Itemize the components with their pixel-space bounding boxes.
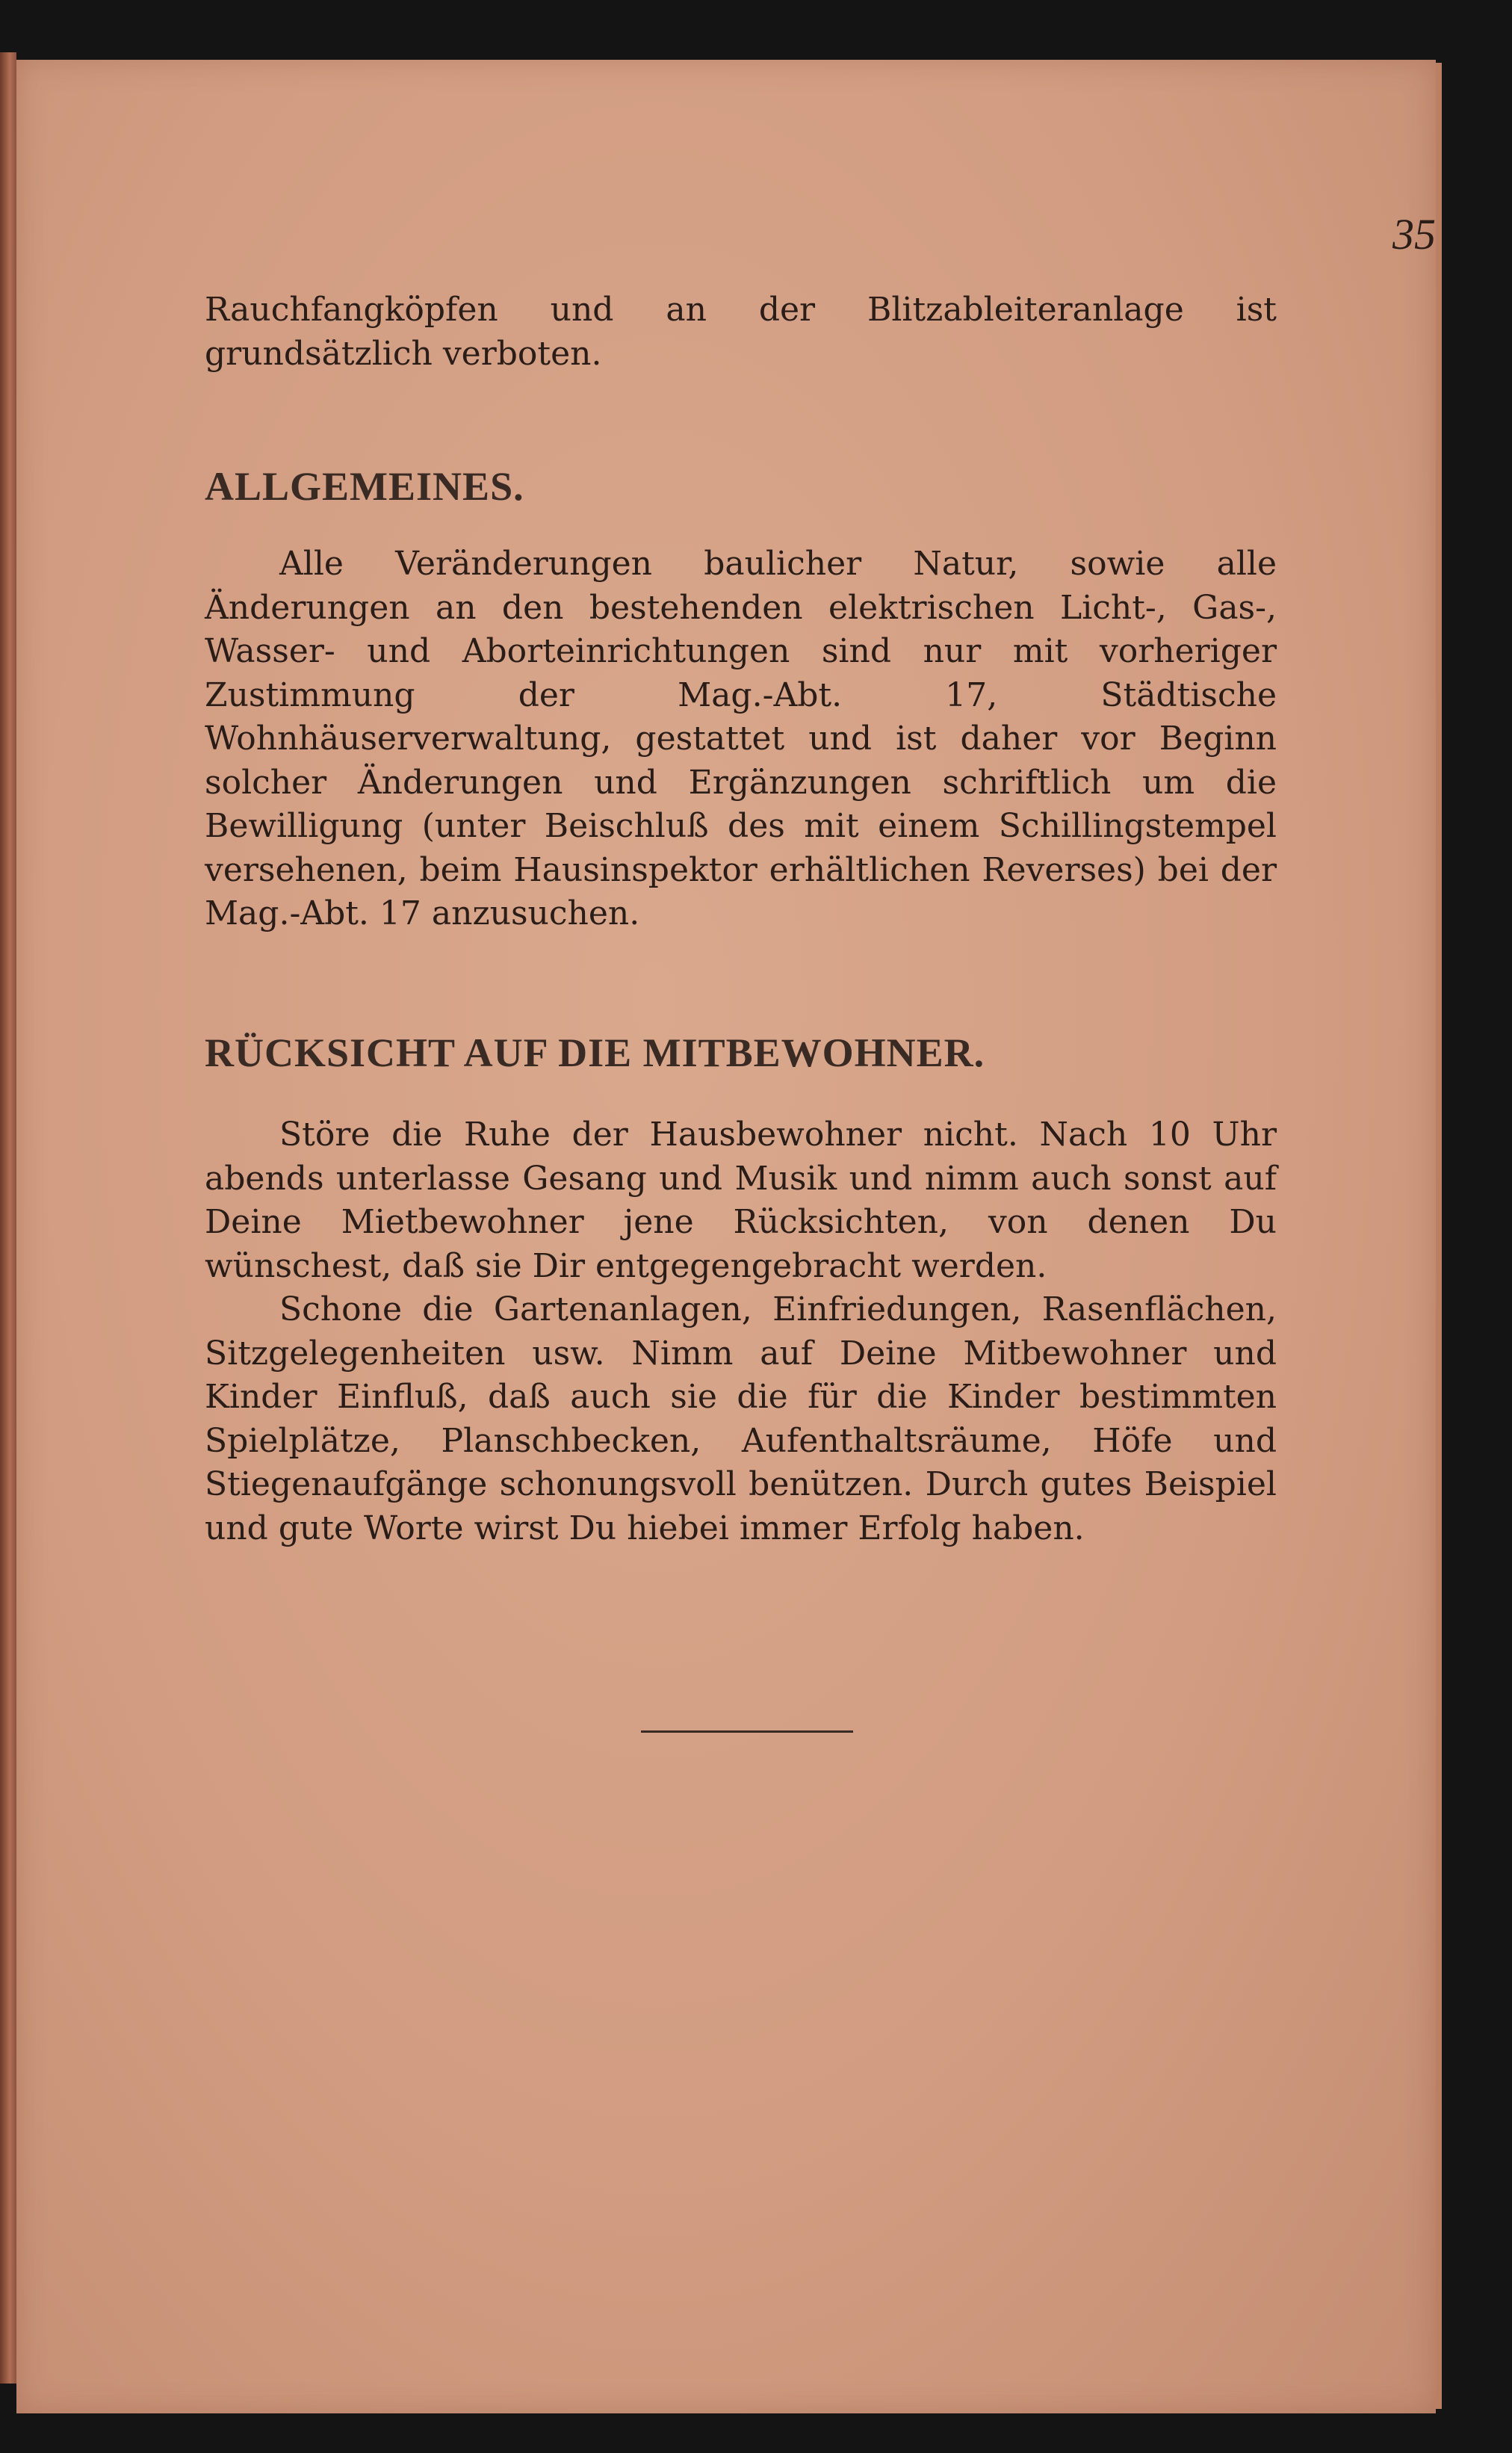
section-allgemeines bbox=[205, 542, 1277, 936]
book-page bbox=[16, 60, 1436, 2413]
previous-page-edge bbox=[0, 52, 16, 2384]
section-paragraph: Störe die Ruhe der Hausbewohner nicht. Nach 10 Uhr abends unterlasse Gesang und Musik und nimm auch sonst auf Deine Mietbewohner jene Rücksichten, von denen Du wünschest, daß sie Dir entgegengebracht werden. bbox=[205, 1116, 1277, 1285]
section-heading-allgemeines: ALLGEMEINES. bbox=[205, 464, 524, 509]
section-ruecksicht bbox=[205, 1113, 1277, 1550]
section-paragraph: Schone die Gartenanlagen, Einfriedungen, Rasenflächen, Sitzgelegenheiten usw. Nimm auf Deine Mitbewohner und Kinder Einfluß, daß auch sie die für die Kinder bestimmten Spielplätze, Planschbecken, Aufenthaltsräume, Höfe und Stiegenaufgänge schonungsvoll benützen. Durch gutes Beispiel und gute Worte wirst Du hiebei immer Erfolg haben. bbox=[205, 1290, 1277, 1547]
page-right-edge bbox=[1436, 63, 1442, 2409]
page-number: 35 bbox=[1392, 210, 1436, 259]
section-heading-ruecksicht: RÜCKSICHT AUF DIE MITBEWOHNER. bbox=[205, 1030, 985, 1075]
end-divider bbox=[641, 1730, 853, 1733]
intro-paragraph: Rauchfangköpfen und an der Blitzableiteranlage ist grundsätzlich verboten. bbox=[205, 291, 1277, 373]
section-paragraph: Alle Veränderungen baulicher Natur, sowie alle Änderungen an den bestehenden elektrischen Licht-, Gas-, Wasser- und Aborteinrichtungen sind nur mit vorheriger Zustimmung der Mag.-Abt. 17, Städtische Wohnhäuserverwaltung, gestattet und ist daher vor Beginn solcher Änderungen und Ergänzungen schriftlich um die Bewilligung (unter Beischluß des mit einem Schillingstempel versehenen, beim Hausinspektor erhältlichen Reverses) bei der Mag.-Abt. 17 anzusuchen. bbox=[205, 545, 1277, 932]
